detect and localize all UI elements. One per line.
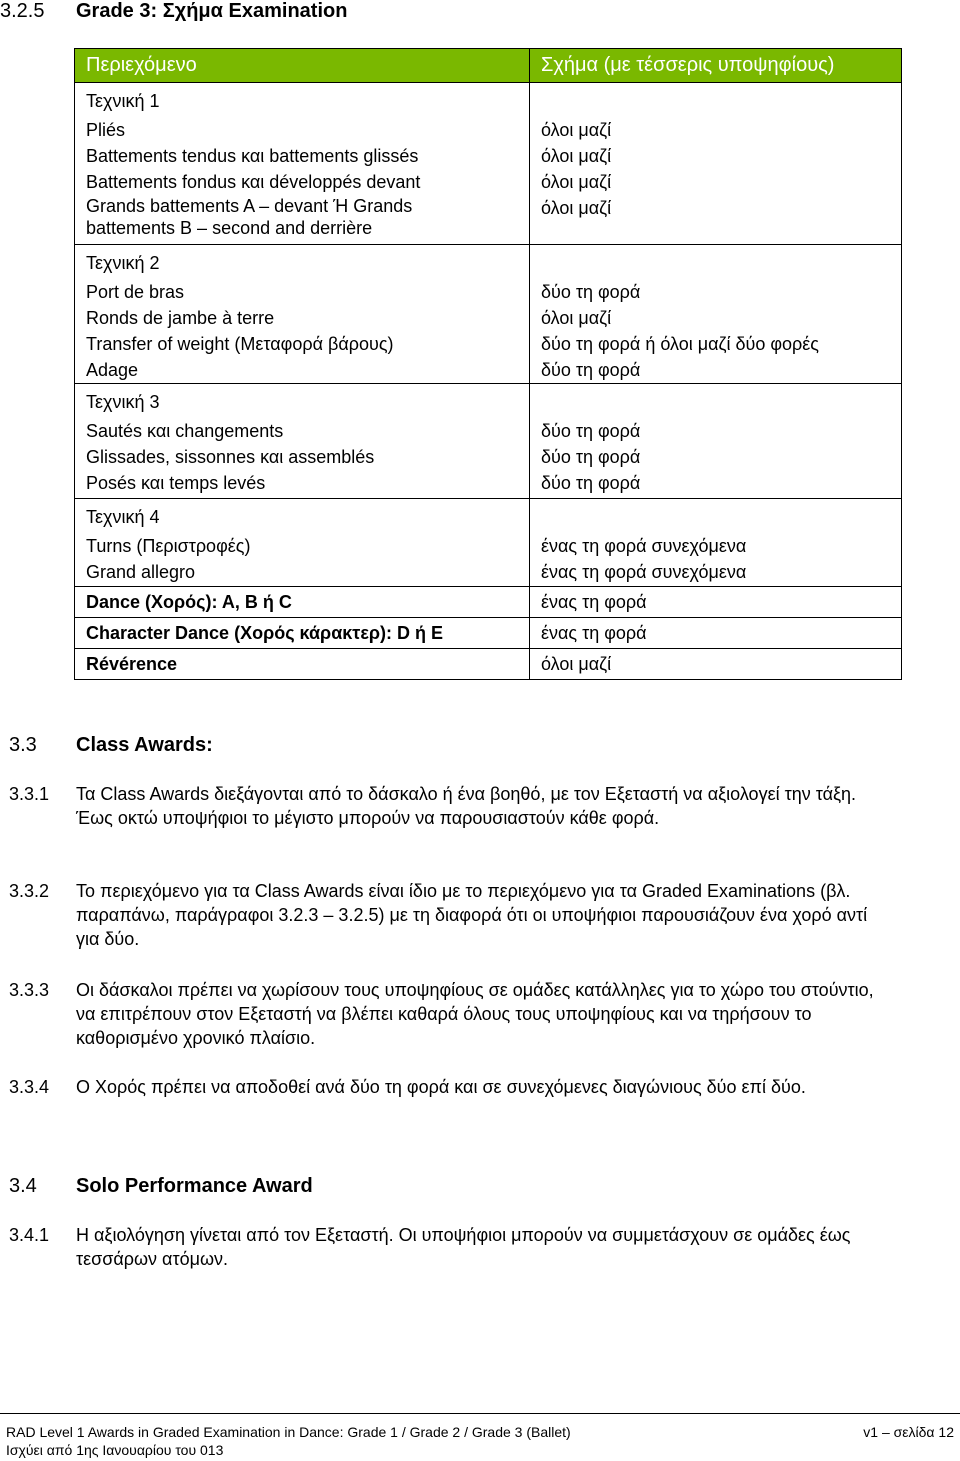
technique-3-cell xyxy=(75,384,530,499)
exercise-label: Ronds de jambe à terre xyxy=(86,308,275,328)
formation-label: ένας τη φορά συνεχόμενα xyxy=(541,562,747,582)
exercise-label: Adage xyxy=(86,360,139,380)
group-spacer xyxy=(541,387,901,418)
formation-table xyxy=(74,48,902,680)
technique-4-cell xyxy=(75,499,530,587)
group-spacer xyxy=(541,248,901,279)
paragraph-3-3-2 xyxy=(0,879,960,954)
footer-effective-date: Ισχύει από 1ης Ιανουαρίου του 013 xyxy=(6,1442,224,1458)
formation-label: ένας τη φορά συνεχόμενα xyxy=(541,536,747,556)
header-formation: Σχήμα (με τέσσερις υποψηφίους) xyxy=(530,49,902,83)
exercise-label: Turns (Περιστροφές) xyxy=(86,536,251,556)
exercise-label: Transfer of weight (Μεταφορά βάρους) xyxy=(86,334,394,354)
section-3-4-heading xyxy=(9,1175,909,1201)
footer-page-number: v1 – σελίδα 12 xyxy=(863,1424,954,1440)
section-number: 3.4 xyxy=(9,1175,37,1197)
section-number: 3.3 xyxy=(9,734,37,756)
header-content: Περιεχόμενο xyxy=(75,49,530,83)
exercise-label: Sautés και changements xyxy=(86,421,284,441)
paragraph-text: Το περιεχόμενο για τα Class Awards είναι ίδιο με το περιεχόμενο για τα Graded Examinations (βλ. παραπάνω, παράγραφοι 3.2.3 – 3.2.5) με τη διαφορά ότι οι υποψήφιοι παρουσιάζουν ένα χορό αντί για δύο. xyxy=(76,881,868,949)
group-heading: Τεχνική 1 xyxy=(86,91,160,111)
technique-2-formation xyxy=(530,245,902,384)
exercise-label: Battements tendus και battements glissés xyxy=(86,146,419,166)
footer-divider xyxy=(0,1413,960,1414)
paragraph-3-4-1 xyxy=(0,1223,960,1273)
paragraph-number: 3.3.4 xyxy=(9,1077,50,1097)
formation-label: δύο τη φορά xyxy=(541,421,641,441)
paragraph-text: Τα Class Awards διεξάγονται από το δάσκαλο ή ένα βοηθό, με τον Εξεταστή να αξιολογεί την τάξη. Έως οκτώ υποψήφιοι το μέγιστο μπορούν να παρουσιαστούν κάθε φορά. xyxy=(76,784,857,828)
section-title-text: Solo Performance Award xyxy=(76,1175,313,1197)
group-spacer xyxy=(541,86,901,117)
formation-label: δύο τη φορά xyxy=(541,447,641,467)
paragraph-number: 3.3.3 xyxy=(9,980,50,1000)
group-heading: Τεχνική 2 xyxy=(86,253,160,273)
technique-4-formation xyxy=(530,499,902,587)
section-3-3-heading xyxy=(9,734,909,760)
section-title-text: Class Awards: xyxy=(76,734,213,756)
formation-label: δύο τη φορά ή όλοι μαζί δύο φορές xyxy=(541,334,819,354)
exercise-label: Pliés xyxy=(86,120,126,140)
technique-2-cell xyxy=(75,245,530,384)
character-dance-row-formation: ένας τη φορά xyxy=(530,618,902,649)
dance-row-label: Dance (Χορός): A, B ή C xyxy=(75,587,530,618)
exercise-label: Posés και temps levés xyxy=(86,473,266,493)
formation-label: όλοι μαζί xyxy=(541,172,612,192)
dance-row-formation: ένας τη φορά xyxy=(530,587,902,618)
formation-label: δύο τη φορά xyxy=(541,360,641,380)
formation-label: όλοι μαζί xyxy=(541,308,612,328)
paragraph-3-3-1 xyxy=(0,782,960,857)
paragraph-3-3-4 xyxy=(0,1075,960,1125)
group-heading: Τεχνική 4 xyxy=(86,507,160,527)
reverence-row-formation: όλοι μαζί xyxy=(530,649,902,680)
formation-label: όλοι μαζί xyxy=(541,120,612,140)
group-heading: Τεχνική 3 xyxy=(86,392,160,412)
paragraph-text: Οι δάσκαλοι πρέπει να χωρίσουν τους υποψηφίους σε ομάδες κατάλληλες για το χώρο του στούντιο, να επιτρέπουν στον Εξεταστή να βλέπει καθαρά όλους τους υποψηφίους και να τηρήσουν το καθορισμένο χρονικό πλαίσιο. xyxy=(76,980,874,1048)
technique-1-formation xyxy=(530,83,902,245)
exercise-label: Battements fondus και développés devant xyxy=(86,172,421,192)
section-number: 3.2.5 xyxy=(0,0,45,22)
exercise-label: battements B – second and derrière xyxy=(86,218,373,238)
group-spacer xyxy=(541,502,901,533)
paragraph-number: 3.4.1 xyxy=(9,1225,50,1245)
reverence-row-label: Révérence xyxy=(75,649,530,680)
exercise-label: Glissades, sissonnes και assemblés xyxy=(86,447,375,467)
exercise-label: Grand allegro xyxy=(86,562,196,582)
formation-label: όλοι μαζί xyxy=(541,198,612,218)
paragraph-text: Ο Χορός πρέπει να αποδοθεί ανά δύο τη φορά και σε συνεχόμενες διαγώνιους δύο επί δύο. xyxy=(76,1077,806,1097)
formation-label: δύο τη φορά xyxy=(541,473,641,493)
section-title-text: Grade 3: Σχήμα Examination xyxy=(76,0,348,22)
formation-label: όλοι μαζί xyxy=(541,146,612,166)
formation-label: δύο τη φορά xyxy=(541,282,641,302)
exercise-label: Port de bras xyxy=(86,282,185,302)
exercise-label: Grands battements A – devant Ή Grands xyxy=(86,196,413,216)
paragraph-number: 3.3.2 xyxy=(9,881,50,901)
footer-course-title: RAD Level 1 Awards in Graded Examination in Dance: Grade 1 / Grade 2 / Grade 3 (Ballet) xyxy=(6,1424,571,1440)
paragraph-3-3-3 xyxy=(0,978,960,1053)
technique-1-cell xyxy=(75,83,530,245)
section-title xyxy=(0,0,960,26)
paragraph-number: 3.3.1 xyxy=(9,784,50,804)
paragraph-text: Η αξιολόγηση γίνεται από τον Εξεταστή. Οι υποψήφιοι μπορούν να συμμετάσχουν σε ομάδες έως τεσσάρων ατόμων. xyxy=(76,1225,851,1269)
technique-3-formation xyxy=(530,384,902,499)
character-dance-row-label: Character Dance (Χορός κάρακτερ): D ή E xyxy=(75,618,530,649)
